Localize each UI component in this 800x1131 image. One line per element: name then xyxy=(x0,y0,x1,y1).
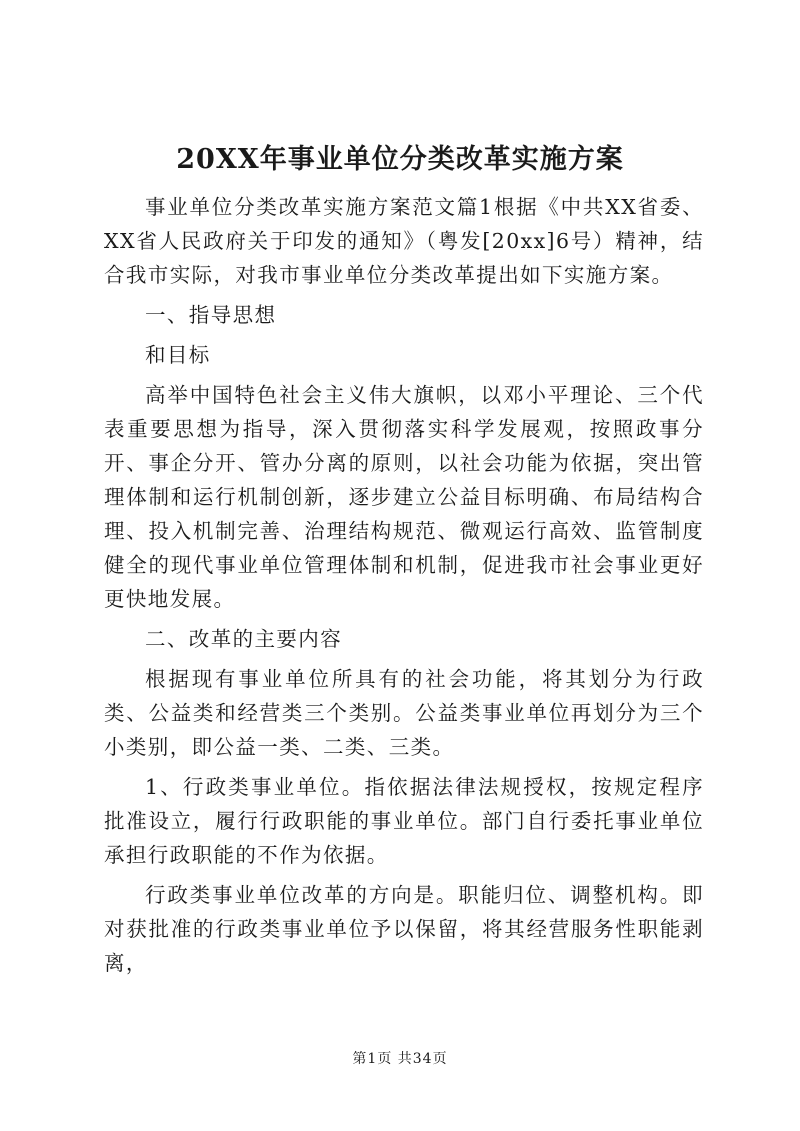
paragraph-guiding-ideology: 高举中国特色社会主义伟大旗帜，以邓小平理论、三个代表重要思想为指导，深入贯彻落实科学发展观，按照政事分开、事企分开、管办分离的原则，以社会功能为依据，突出管理体制和运行机制创新，逐步建立公益目标明确、布局结构合理、投入机制完善、治理结构规范、微观运行高效、监管制度健全的现代事业单位管理体制和机制，促进我市社会事业更好更快地发展。 xyxy=(104,383,704,611)
document-body xyxy=(104,190,704,980)
document-title: 20XX年事业单位分类改革实施方案 xyxy=(176,144,624,175)
paragraph-intro: 事业单位分类改革实施方案范文篇1根据《中共XX省委、XX省人民政府关于印发的通知》（粤发[20xx]6号）精神，结合我市实际，对我市事业单位分类改革提出如下实施方案。 xyxy=(104,195,704,287)
paragraph-classification: 根据现有事业单位所具有的社会功能，将其划分为行政类、公益类和经营类三个类别。公益类事业单位再划分为三个小类别，即公益一类、二类、三类。 xyxy=(104,667,704,759)
section-heading-guiding-ideology: 一、指导思想 xyxy=(145,303,277,327)
paragraph-reform-direction: 行政类事业单位改革的方向是。职能归位、调整机构。即对获批准的行政类事业单位予以保留，将其经营服务性职能剥离， xyxy=(104,883,704,975)
section-heading-goals: 和目标 xyxy=(145,343,211,367)
paragraph-administrative-units: 1、行政类事业单位。指依据法律法规授权，按规定程序批准设立，履行行政职能的事业单位。部门自行委托事业单位承担行政职能的不作为依据。 xyxy=(104,775,704,867)
section-heading-main-content: 二、改革的主要内容 xyxy=(145,627,343,651)
page-footer: 第1页 共34页 xyxy=(352,1051,448,1067)
